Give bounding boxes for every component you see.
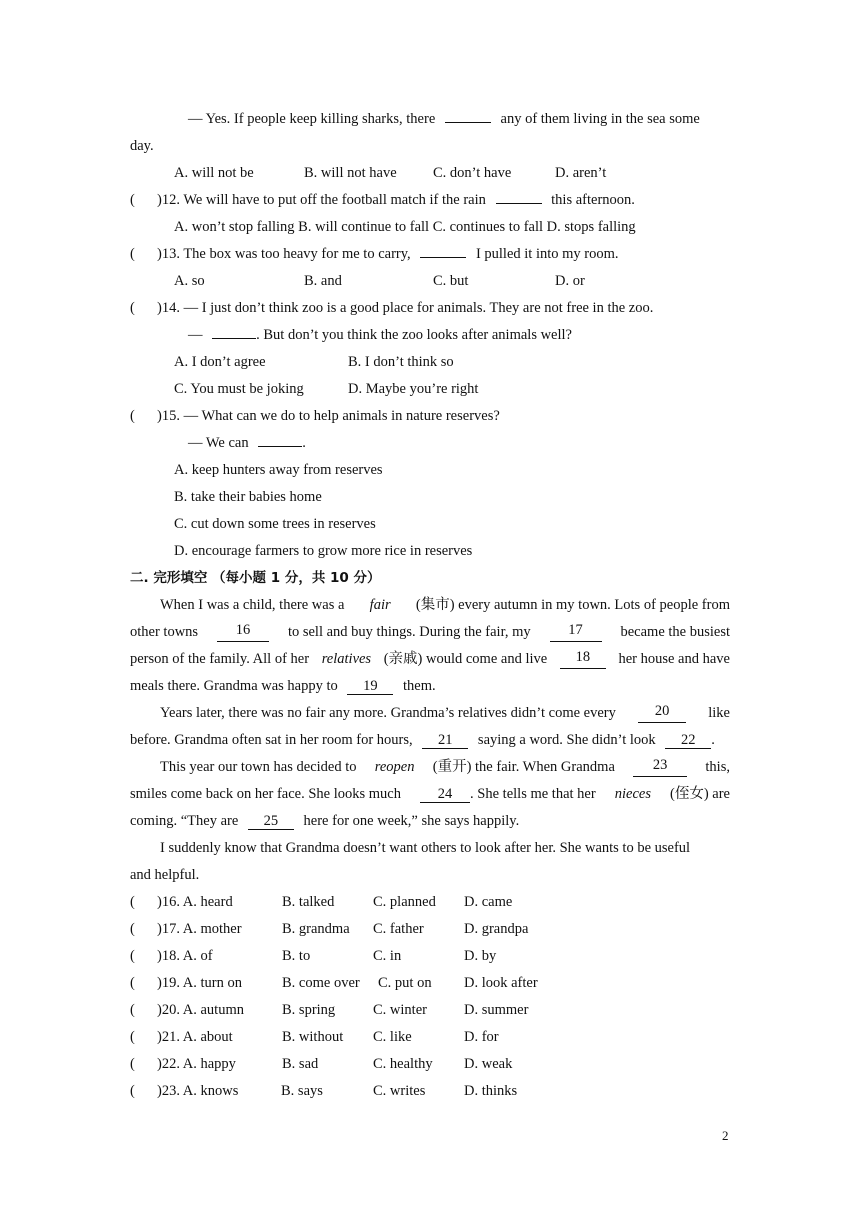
q12-options: A. won’t stop falling B. will continue to fall C. continues to fall D. stops falling [174, 219, 636, 235]
q13-option-d: D. or [555, 273, 585, 289]
choice-21-b: B. without [282, 1029, 344, 1045]
section-title: 二. 完形填空 （每小题 1 分，共 10 分） [130, 570, 381, 586]
q15-paren: ( [130, 408, 135, 424]
choice-paren: ( [130, 1029, 135, 1045]
answer-blank [212, 338, 256, 339]
passage-line [160, 757, 730, 777]
passage-text: here for one week,” she says happily. [303, 813, 520, 829]
choice-18-a: )18. A. of [157, 948, 213, 964]
choice-21-d: D. for [464, 1029, 499, 1045]
passage-text: to sell and buy things. During the fair, my [287, 624, 531, 640]
q15-option-d: D. encourage farmers to grow more rice in reserves [174, 543, 473, 559]
choice-23-b: B. says [281, 1083, 323, 1099]
q15-reply-end: . [302, 435, 306, 451]
passage-line [130, 784, 730, 804]
passage-line [130, 649, 730, 669]
q12-tail: this afternoon. [551, 192, 635, 208]
blank-20: 20 [638, 703, 686, 723]
q13-text: )13. The box was too heavy for me to carry, [157, 246, 411, 262]
choice-23-c: C. writes [373, 1083, 426, 1099]
q14-reply-text: . But don’t you think the zoo looks after animals well? [256, 327, 572, 343]
q11-text-a: — Yes. If people keep killing sharks, there [188, 111, 436, 127]
choice-19-d: D. look after [464, 975, 538, 991]
q15-option-a: A. keep hunters away from reserves [174, 462, 383, 478]
choice-paren: ( [130, 1056, 135, 1072]
choice-paren: ( [130, 894, 135, 910]
q14-reply [188, 325, 572, 345]
passage-text: (侄女) are [670, 786, 730, 802]
choice-22-c: C. healthy [373, 1056, 433, 1072]
passage-text: meals there. Grandma was happy to [130, 678, 338, 694]
passage-text: smiles come back on her face. She looks much [130, 786, 401, 802]
choice-19-a: )19. A. turn on [157, 975, 242, 991]
choice-18-c: C. in [373, 948, 402, 964]
q11-option-a: A. will not be [174, 165, 254, 181]
q13-paren: ( [130, 246, 135, 262]
q11-text-b: any of them living in the sea some [500, 111, 700, 127]
passage-text: . She tells me that her [470, 786, 596, 802]
passage-text: Years later, there was no fair any more. Grandma’s relatives didn’t come every [160, 705, 616, 721]
passage-text: This year our town has decided to [160, 759, 357, 775]
page-number: 2 [722, 1128, 729, 1143]
choice-20-c: C. winter [373, 1002, 427, 1018]
choice-23-d: D. thinks [464, 1083, 518, 1099]
choice-21-a: )21. A. about [157, 1029, 233, 1045]
choice-17-c: C. father [373, 921, 424, 937]
passage-line [160, 595, 730, 615]
q13-tail: I pulled it into my room. [475, 246, 619, 262]
q14-question: )14. — I just don’t think zoo is a good place for animals. They are not free in the zoo. [157, 300, 654, 316]
q15-option-b: B. take their babies home [174, 489, 322, 505]
q11-option-b: B. will not have [304, 165, 397, 181]
passage-italic: nieces [614, 786, 651, 802]
blank-25: 25 [248, 813, 294, 830]
choice-17-a: )17. A. mother [157, 921, 242, 937]
choice-16-a: )16. A. heard [157, 894, 233, 910]
passage-text: . [711, 732, 715, 748]
blank-19: 19 [347, 678, 393, 695]
passage-line [160, 703, 730, 723]
q13-question [157, 244, 619, 264]
q11-line1 [188, 109, 700, 129]
q13-option-b: B. and [304, 273, 342, 289]
passage-line [130, 622, 730, 642]
q12-paren: ( [130, 192, 135, 208]
choice-16-d: D. came [464, 894, 513, 910]
blank-16: 16 [217, 622, 269, 642]
choice-16-c: C. planned [373, 894, 436, 910]
passage-line [130, 730, 715, 750]
passage-text: (亲戚) would come and live [383, 651, 548, 667]
q12-question [157, 190, 635, 210]
q14-option-c: C. You must be joking [174, 381, 304, 397]
blank-17: 17 [550, 622, 602, 642]
choice-22-d: D. weak [464, 1056, 513, 1072]
choice-18-d: D. by [464, 948, 497, 964]
q15-option-c: C. cut down some trees in reserves [174, 516, 376, 532]
choice-17-b: B. grandma [282, 921, 350, 937]
choice-22-b: B. sad [282, 1056, 319, 1072]
choice-paren: ( [130, 921, 135, 937]
passage-text: other towns [130, 624, 199, 640]
passage-text: them. [403, 678, 436, 694]
choice-22-a: )22. A. happy [157, 1056, 236, 1072]
choice-21-c: C. like [373, 1029, 412, 1045]
choice-paren: ( [130, 1002, 135, 1018]
choice-19-c: C. put on [378, 975, 432, 991]
passage-line: and helpful. [130, 867, 200, 883]
blank-23: 23 [633, 757, 687, 777]
q12-text: )12. We will have to put off the football match if the rain [157, 192, 486, 208]
passage-text: became the busiest [620, 624, 730, 640]
passage-text: I suddenly know that Grandma doesn’t want others to look after her. She wants to be useful [160, 840, 691, 856]
q15-reply-text: — We can [188, 435, 249, 451]
choice-23-a: )23. A. knows [157, 1083, 239, 1099]
choice-20-a: )20. A. autumn [157, 1002, 244, 1018]
q14-reply-dash: — [188, 327, 203, 343]
passage-italic: relatives [321, 651, 372, 667]
choice-paren: ( [130, 975, 135, 991]
answer-blank [496, 203, 542, 204]
choice-19-b: B. come over [282, 975, 360, 991]
passage-text: When I was a child, there was a [160, 597, 345, 613]
q13-option-c: C. but [433, 273, 469, 289]
answer-blank [445, 122, 491, 123]
q11-line2: day. [130, 138, 154, 154]
choice-paren: ( [130, 1083, 135, 1099]
blank-18: 18 [560, 649, 606, 669]
passage-text: person of the family. All of her [130, 651, 310, 667]
q11-option-d: D. aren’t [555, 165, 607, 181]
q15-question: )15. — What can we do to help animals in nature reserves? [157, 408, 500, 424]
q14-paren: ( [130, 300, 135, 316]
blank-22: 22 [665, 732, 711, 749]
q11-option-c: C. don’t have [433, 165, 512, 181]
passage-text: (集市) every autumn in my town. Lots of people from [415, 597, 730, 613]
passage-line [130, 676, 436, 696]
choice-20-b: B. spring [282, 1002, 336, 1018]
answer-blank [420, 257, 466, 258]
passage-italic: reopen [374, 759, 415, 775]
passage-text: her house and have [618, 651, 730, 667]
passage-italic: fair [369, 597, 391, 613]
q14-option-b: B. I don’t think so [348, 354, 454, 370]
passage-text: coming. “They are [130, 813, 239, 829]
blank-21: 21 [422, 732, 468, 749]
answer-blank [258, 446, 302, 447]
passage-text: (重开) the fair. When Grandma [432, 759, 615, 775]
passage-text: before. Grandma often sat in her room for hours, [130, 732, 413, 748]
passage-line [130, 811, 519, 831]
passage-text: saying a word. She didn’t look [477, 732, 656, 748]
choice-18-b: B. to [282, 948, 311, 964]
q13-option-a: A. so [174, 273, 205, 289]
choice-paren: ( [130, 948, 135, 964]
q14-option-d: D. Maybe you’re right [348, 381, 479, 397]
passage-text: this, [705, 759, 730, 775]
q14-option-a: A. I don’t agree [174, 354, 266, 370]
passage-line [160, 838, 730, 858]
blank-24: 24 [420, 786, 470, 803]
passage-text: like [708, 705, 730, 721]
q15-reply [188, 433, 306, 453]
choice-20-d: D. summer [464, 1002, 529, 1018]
choice-17-d: D. grandpa [464, 921, 529, 937]
choice-16-b: B. talked [282, 894, 335, 910]
